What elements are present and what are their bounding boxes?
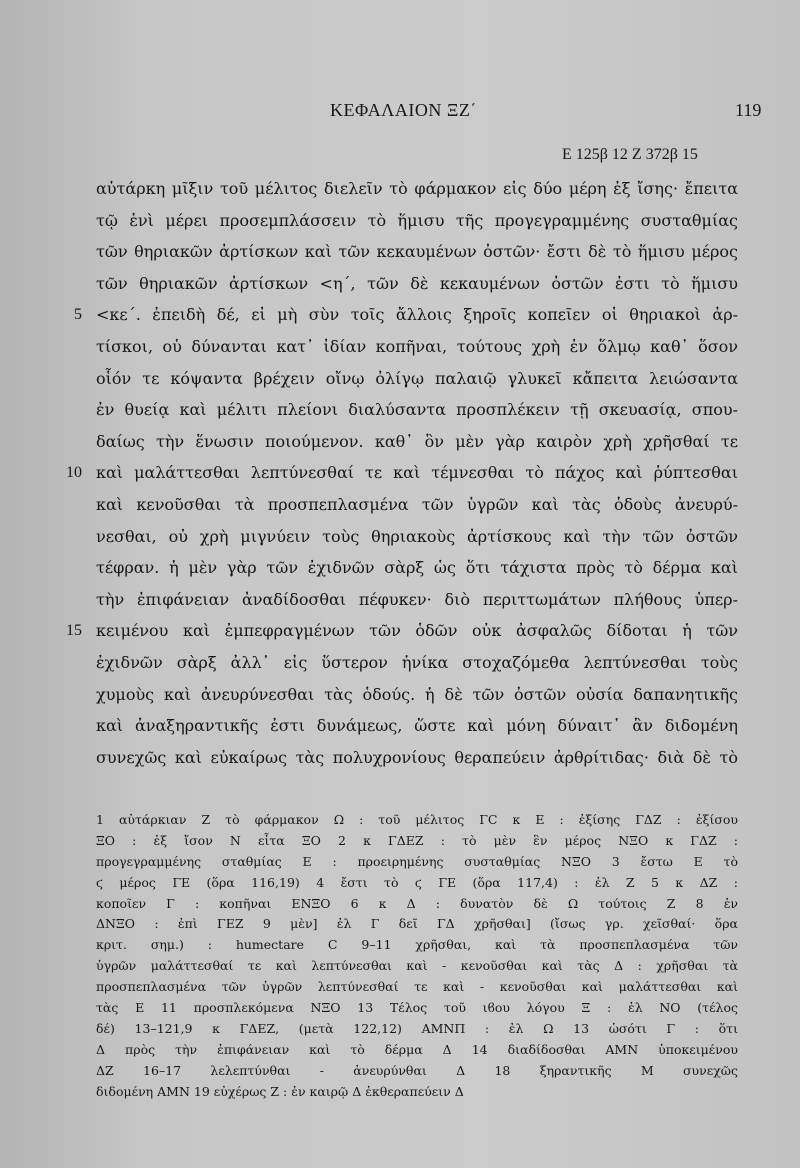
apparatus-line: Δ πρὸς τὴν ἐπιφάνειαν καὶ τὸ δέρμα Δ 14 διαδίδοσθαι ΑΜΝ ὑποκειμένου (96, 1041, 738, 1057)
line-text: οἷόν τε κόψαντα βρέχειν οἴνῳ ὀλίγῳ παλαιῷ γλυκεῖ κἄπειτα λειώσαντα (96, 368, 738, 388)
main-text (66, 173, 738, 773)
text-line (74, 299, 738, 331)
running-head (0, 100, 800, 126)
apparatus-line: δέ) 13–121,9 κ ΓΔΕΖ, (μετὰ 122,12) ΑΜΝΠ : ἐλ Ω 13 ὡσότι Γ : ὅτι (96, 1020, 738, 1036)
line-number: 5 (74, 306, 82, 324)
page-number: 119 (735, 100, 762, 120)
apparatus-line: τὰς E 11 προσπλεκόμενα ΝΞΟ 13 Τέλος τοῦ ιϐου λόγου Ξ : ἐλ ΝΟ (τέλος (96, 1000, 738, 1016)
text-line (96, 552, 738, 584)
apparatus-line: ϛ μέρος ΓΕ (ὅρα 116,19) 4 ἔστι τὸ ϛ ΓΕ (ὅρα 117,4) : ἐλ Z 5 κ ΔΖ : (96, 874, 738, 890)
line-text: <κε΄. ἐπειδὴ δέ, εἰ μὴ σὺν τοῖς ἄλλοις ξηροῖς κοπεῖεν οἱ θηριακοὶ ἀρ- (96, 305, 738, 325)
line-text: ἐν θυείᾳ καὶ μέλιτι πλείονι διαλύσαντα προσπλέκειν τῇ σκευασίᾳ, σπου- (96, 400, 738, 420)
text-line (96, 426, 738, 458)
text-line (96, 173, 738, 205)
text-line (96, 742, 738, 774)
apparatus-line: προσπεπλασμένα τῶν ὑγρῶν λεπτύνεσθαί τε καὶ - κενοῦσθαι καὶ μαλάττεσθαι καὶ (96, 979, 738, 995)
line-text: αὐτάρκη μῖξιν τοῦ μέλιτος διελεῖν τὸ φάρμακον εἰς δύο μέρη ἐξ ἴσης· ἔπειτα (96, 179, 738, 198)
line-text: τῶν θηριακῶν ἀρτίσκων <η΄, τῶν δὲ κεκαυμένων ὀστῶν ἐστι τὸ ἥμισυ (96, 273, 738, 293)
line-text: τῶν θηριακῶν ἀρτίσκων καὶ τῶν κεκαυμένων ὀστῶν· ἔστι δὲ τὸ ἥμισυ μέρος (96, 242, 738, 262)
line-text: τὴν ἐπιφάνειαν ἀναδίδοσθαι πέφυκεν· διὸ περιττωμάτων πλήθους ὑπερ- (96, 589, 738, 609)
line-text: τίσκοι, οὐ δύνανται κατ᾽ ἰδίαν κοπῆναι, τούτους χρὴ ἐν ὅλμῳ καθ᾽ ὅσον (96, 336, 738, 356)
line-text: κειμένου καὶ ἐμπεφραγμένων τῶν ὁδῶν οὐκ ἀσφαλῶς δίδοται ἡ τῶν (96, 621, 738, 641)
text-line (96, 363, 738, 395)
apparatus-line: διδομένη ΑΜΝ 19 εὐχέρως Z : ἐν καιρῷ Δ ἐκθεραπεύειν Δ (96, 1083, 464, 1099)
text-line (66, 457, 738, 489)
text-line (96, 394, 738, 426)
text-line (96, 647, 738, 679)
text-line (96, 489, 738, 521)
line-text: νεσθαι, οὐ χρὴ μιγνύειν τοὺς θηριακοὺς ἀρτίσκους καὶ τὴν τῶν ὀστῶν (96, 526, 738, 546)
apparatus-line: 1 αὐτάρκιαν Z τὸ φάρμακον Ω : τοῦ μέλιτος ΓC κ E : ἐξίσης ΓΔΖ : ἐξίσου (96, 812, 738, 827)
text-line (66, 615, 738, 647)
apparatus-line: ὑγρῶν μαλάττεσθαί τε καὶ λεπτύνεσθαι καὶ - κενοῦσθαι καὶ τὰς Δ : χρῆσθαι τὰ (96, 958, 738, 974)
apparatus-line: κοποῖεν Γ : κοπῆναι ΕΝΞΟ 6 κ Δ : δυνατὸν δὲ Ω τούτοις Z 8 ἐν (96, 895, 738, 911)
line-text: καὶ μαλάττεσθαι λεπτύνεσθαί τε καὶ τέμνεσθαι τὸ πάχος καὶ ῥύπτεσθαι (96, 463, 738, 483)
apparatus-line: κριτ. σημ.) : humectare C 9–11 χρῆσθαι, καὶ τὰ προσπεπλασμένα τῶν (96, 937, 738, 953)
running-title: ΚΕΦΑΛΑΙΟΝ ΞΖ΄ (330, 100, 477, 120)
line-number: 15 (66, 622, 82, 640)
manuscript-folio-references: E 125β 12 Z 372β 15 (562, 146, 698, 163)
line-text: ἐχιδνῶν σὰρξ ἀλλ᾽ εἰς ὕστερον ἡνίκα στοχαζόμεθα λεπτύνεσθαι τοὺς (96, 652, 738, 672)
text-line (96, 236, 738, 268)
line-text: συνεχῶς καὶ εὐκαίρως τὰς πολυχρονίους θεραπεύειν ἀρθρίτιδας· διὰ δὲ τὸ (96, 747, 738, 767)
text-line (96, 205, 738, 237)
apparatus-line: προγεγραμμένης σταθμίας E : προειρημένης συσταθμίας ΝΞΟ 3 ἔστω E τὸ (96, 853, 738, 869)
critical-apparatus (96, 810, 738, 1102)
text-line (96, 268, 738, 300)
line-number: 10 (66, 464, 82, 482)
text-line (96, 521, 738, 553)
line-text: τῷ ἑνὶ μέρει προσεμπλάσσειν τὸ ἥμισυ τῆς προγεγραμμένης συσταθμίας (96, 210, 738, 230)
line-text: καὶ ἀναξηραντικῆς ἐστι δυνάμεως, ὥστε καὶ μόνη δύναιτ᾽ ἂν διδομένη (96, 716, 738, 736)
text-line (96, 679, 738, 711)
line-text: δαίως τὴν ἕνωσιν ποιούμενον. καθ᾽ ὃν μὲν γὰρ καιρὸν χρὴ χρῆσθαί τε (96, 431, 738, 451)
apparatus-line: ΞΟ : ἐξ ἴσον N εἶτα ΞΟ 2 κ ΓΔΕΖ : τὸ μὲν ἓν μέρος ΝΞΟ κ ΓΔΖ : (96, 832, 738, 848)
text-line (96, 710, 738, 742)
text-line (96, 331, 738, 363)
line-text: χυμοὺς καὶ ἀνευρύνεσθαι τὰς ὁδούς. ἡ δὲ τῶν ὀστῶν οὐσία δαπανητικῆς (96, 684, 738, 704)
apparatus-line: ΔΝΞΟ : ἐπὶ ΓΕΖ 9 μὲν] ἐλ Γ δεῖ ΓΔ χρῆσθαι] (ἴσως γρ. χεῖσθαί· ὅρα (96, 916, 738, 932)
line-text: τέφραν. ἡ μὲν γὰρ τῶν ἐχιδνῶν σὰρξ ὡς ὅτι τάχιστα πρὸς τὸ δέρμα καὶ (96, 558, 738, 578)
apparatus-line: ΔΖ 16–17 λελεπτύνθαι - ἀνευρύνθαι Δ 18 ξηραντικῆς M συνεχῶς (96, 1062, 738, 1078)
line-text: καὶ κενοῦσθαι τὰ προσπεπλασμένα τῶν ὑγρῶν καὶ τὰς ὁδοὺς ἀνευρύ- (96, 494, 738, 514)
text-line (96, 584, 738, 616)
